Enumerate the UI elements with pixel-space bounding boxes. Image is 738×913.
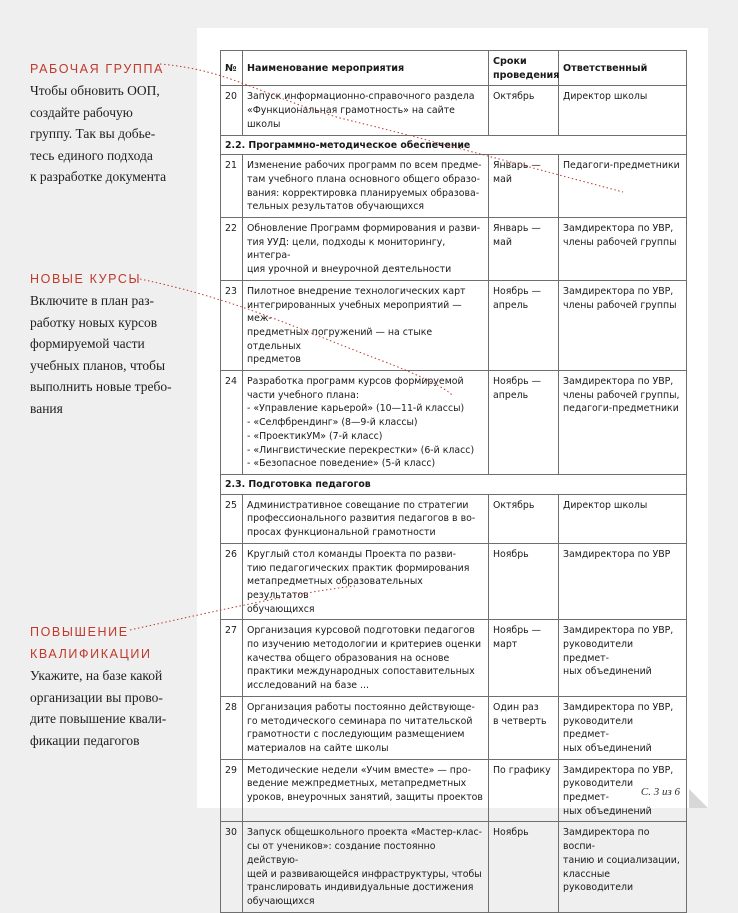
row-number: 29 xyxy=(221,759,243,822)
annotation-new-courses xyxy=(30,268,195,419)
header-term: Сроки проведения xyxy=(489,51,559,86)
event-name: Обновление Программ формирования и разви- тия УУД: цели, подходы к мониторингу, интегра- ция урочной и внеурочной деятельности xyxy=(243,218,489,281)
header-responsible: Ответственный xyxy=(559,51,687,86)
event-plan-table xyxy=(220,50,687,913)
table-section-row xyxy=(221,474,687,494)
event-responsible: Замдиректора по УВР, руководители предмет- ных объединений xyxy=(559,696,687,759)
row-number: 21 xyxy=(221,155,243,218)
row-number: 20 xyxy=(221,86,243,135)
table-row xyxy=(221,155,687,218)
table-row xyxy=(221,620,687,697)
page-fold-corner xyxy=(689,789,708,808)
table-row xyxy=(221,494,687,543)
event-name: Изменение рабочих программ по всем предме- там учебного плана основного общего образо- вания: корректировка планируемых образова- тельных результатов обучающихся xyxy=(243,155,489,218)
annotation-heading: НОВЫЕ КУРСЫ xyxy=(30,272,142,286)
event-name: Круглый стол команды Проекта по разви- тию педагогических практик формирования метапредметных образовательных результатов обучающихся xyxy=(243,543,489,620)
event-responsible: Замдиректора по УВР, члены рабочей группы xyxy=(559,280,687,370)
event-responsible: Педагоги-предметники xyxy=(559,155,687,218)
event-responsible: Замдиректора по УВР, члены рабочей группы xyxy=(559,218,687,281)
row-number: 24 xyxy=(221,371,243,475)
table-row xyxy=(221,696,687,759)
event-responsible: Замдиректора по УВР, руководители предмет- ных объединений xyxy=(559,759,687,822)
annotation-text: Чтобы обновить ООП, создайте рабочую группу. Так вы добье- тесь единого подхода к разработке документа xyxy=(30,83,167,184)
event-term: Ноябрь — март xyxy=(489,620,559,697)
table-row xyxy=(221,218,687,281)
event-responsible: Замдиректора по УВР xyxy=(559,543,687,620)
row-number: 30 xyxy=(221,822,243,912)
event-term: Ноябрь — апрель xyxy=(489,371,559,475)
row-number: 28 xyxy=(221,696,243,759)
annotation-working-group xyxy=(30,58,195,188)
event-name: Административное совещание по стратегии профессионального развития педагогов в во- просах функциональной грамотности xyxy=(243,494,489,543)
row-number: 26 xyxy=(221,543,243,620)
table-row xyxy=(221,86,687,135)
page-number: С. 3 из 6 xyxy=(640,786,680,798)
annotation-qualification xyxy=(30,621,195,751)
event-responsible: Замдиректора по УВР, члены рабочей группы, педагоги-предметники xyxy=(559,371,687,475)
header-event-name: Наименование мероприятия xyxy=(243,51,489,86)
event-responsible: Замдиректора по воспи- танию и социализации, классные руководители xyxy=(559,822,687,912)
section-title: 2.2. Программно-методическое обеспечение xyxy=(221,135,687,155)
event-term: Один раз в четверть xyxy=(489,696,559,759)
event-term: По графику xyxy=(489,759,559,822)
table-body xyxy=(221,86,687,912)
table-row xyxy=(221,543,687,620)
event-name: Методические недели «Учим вместе» — про- ведение межпредметных, метапредметных уроков, внеурочных занятий, защиты проектов xyxy=(243,759,489,822)
table-row xyxy=(221,822,687,912)
event-name: Запуск общешкольного проекта «Мастер-клас- сы от учеников»: создание постоянно действую- щей и развивающейся инфраструктуры, чтобы транслировать индивидуальные достижения обучающихся xyxy=(243,822,489,912)
table-row xyxy=(221,759,687,822)
event-term: Ноябрь — апрель xyxy=(489,280,559,370)
annotation-heading: РАБОЧАЯ ГРУППА xyxy=(30,62,164,76)
event-term: Октябрь xyxy=(489,494,559,543)
event-responsible: Директор школы xyxy=(559,494,687,543)
annotation-text: Укажите, на базе какой организации вы прово- дите повышение квали- фикации педагогов xyxy=(30,668,167,748)
event-name: Организация курсовой подготовки педагогов по изучению методологии и критериев оценки качества общего образования на основе практики международных сопоставительных исследований на базе ... xyxy=(243,620,489,697)
event-name: Запуск информационно-справочного раздела «Функциональная грамотность» на сайте школы xyxy=(243,86,489,135)
event-term: Январь — май xyxy=(489,155,559,218)
table-section-row xyxy=(221,135,687,155)
row-number: 27 xyxy=(221,620,243,697)
section-title: 2.3. Подготовка педагогов xyxy=(221,474,687,494)
table-header-row xyxy=(221,51,687,86)
header-number: № xyxy=(221,51,243,86)
event-term: Ноябрь xyxy=(489,822,559,912)
table-row xyxy=(221,280,687,370)
event-term: Январь — май xyxy=(489,218,559,281)
event-responsible: Директор школы xyxy=(559,86,687,135)
row-number: 23 xyxy=(221,280,243,370)
event-term: Ноябрь xyxy=(489,543,559,620)
annotation-heading: ПОВЫШЕНИЕ КВАЛИФИКАЦИИ xyxy=(30,625,152,661)
event-name: Пилотное внедрение технологических карт интегрированных учебных мероприятий — меж- предметных погружений — на стыке отдельных предметов xyxy=(243,280,489,370)
event-responsible: Замдиректора по УВР, руководители предмет- ных объединений xyxy=(559,620,687,697)
event-name: Разработка программ курсов формируемой части учебного плана: - «Управление карьерой» (10—11-й классы) - «Селфбрендинг» (8—9-й классы) - «ПроектикУМ» (7-й класс) - «Лингвистические перекрестки» (6-й класс) - «Безопасное поведение» (5-й класс) xyxy=(243,371,489,475)
event-term: Октябрь xyxy=(489,86,559,135)
annotation-text: Включите в план раз- работку новых курсов формируемой части учебных планов, чтобы выполнить новые требо- вания xyxy=(30,293,172,416)
event-name: Организация работы постоянно действующе- го методического семинара по читательской грамотности с последующим размещением материалов на сайте школы xyxy=(243,696,489,759)
table-row xyxy=(221,371,687,475)
row-number: 22 xyxy=(221,218,243,281)
row-number: 25 xyxy=(221,494,243,543)
